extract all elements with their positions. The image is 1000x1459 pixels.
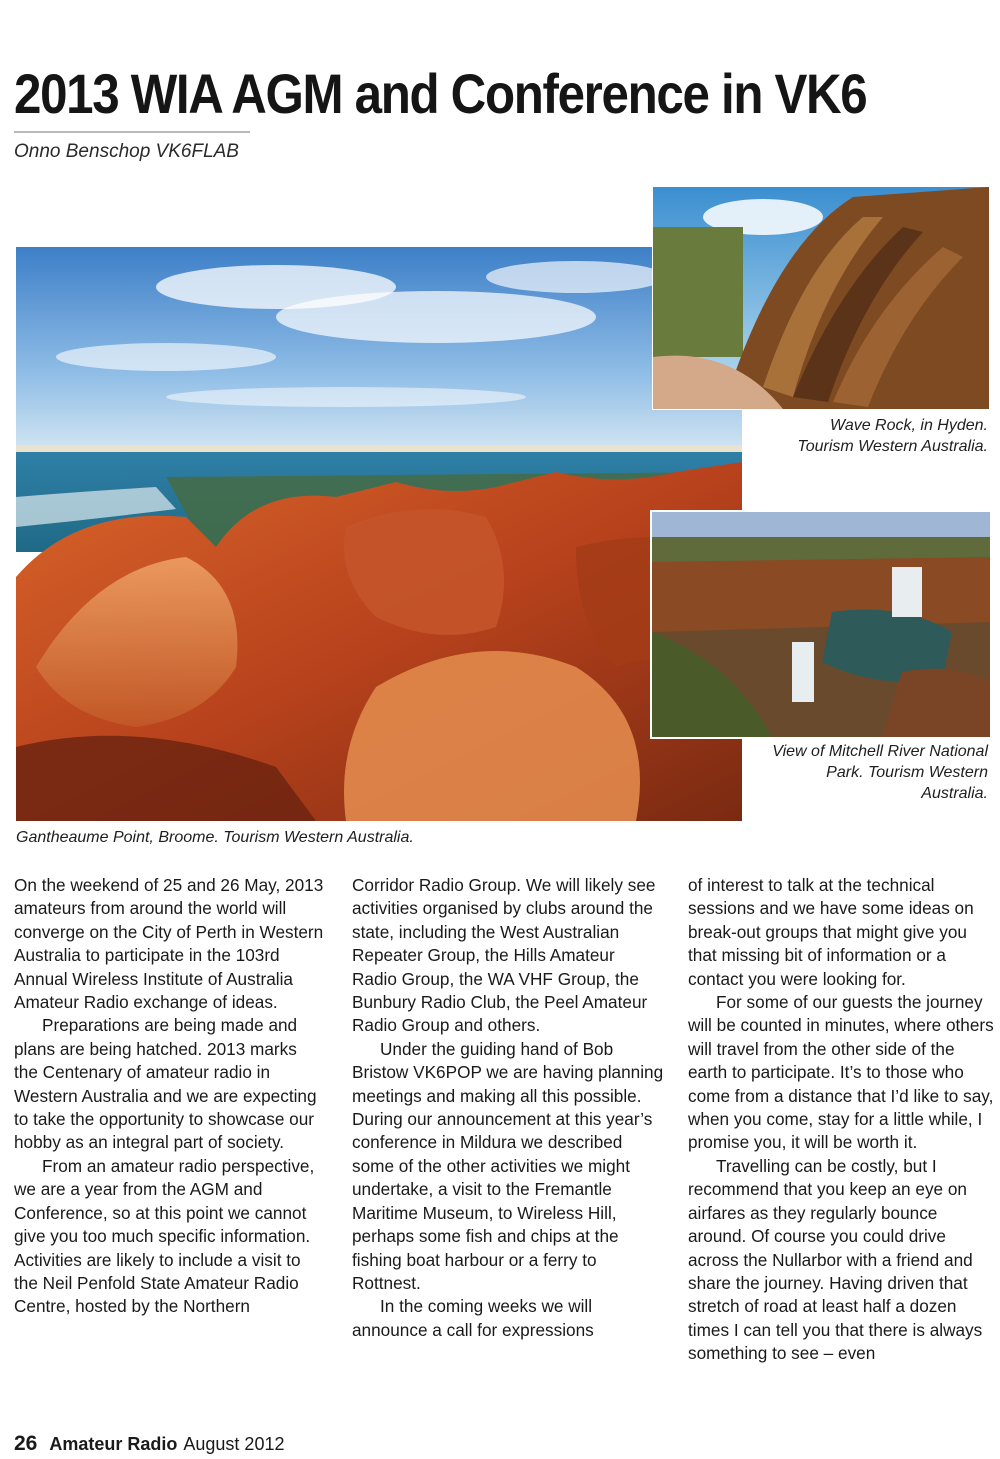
magazine-name: Amateur Radio xyxy=(49,1434,178,1454)
body-paragraph: In the coming weeks we will announce a call for expressions xyxy=(352,1296,594,1340)
title-rule xyxy=(14,131,250,133)
body-paragraph: of interest to talk at the technical sessions and we have some ideas on break-out groups that might give you that missing bit of information or a contact you were looking for. xyxy=(688,875,974,989)
article-title: 2013 WIA AGM and Conference in VK6 xyxy=(14,62,867,125)
main-photo-caption: Gantheaume Point, Broome. Tourism Western Australia. xyxy=(16,829,414,846)
body-column-1 xyxy=(14,874,324,1319)
body-paragraph: Preparations are being made and plans are being hatched. 2013 marks the Centenary of amateur radio in Western Australia and we are expecting to take the opportunity to showcase our hobby as an integral part of society. xyxy=(14,1015,317,1153)
gantheaume-point-photo xyxy=(16,247,742,821)
mitchell-river-photo xyxy=(650,510,992,739)
body-paragraph: On the weekend of 25 and 26 May, 2013 amateurs from around the world will converge on the City of Perth in Western Australia to participate in the 103rd Annual Wireless Institute of Australia Amateur Radio exchange of ideas. xyxy=(14,875,324,1013)
body-paragraph: Corridor Radio Group. We will likely see activities organised by clubs around the state, including the West Australian Repeater Group, the Hills Amateur Radio Group, the WA VHF Group, the Bunbury Radio Club, the Peel Amateur Radio Group and others. xyxy=(352,875,656,1036)
mitchell-caption-line: Australia. xyxy=(921,785,988,802)
article-author: Onno Benschop VK6FLAB xyxy=(14,141,239,162)
wave-rock-photo xyxy=(652,186,990,410)
body-column-2 xyxy=(352,874,664,1342)
body-column-3 xyxy=(688,874,994,1366)
wave-rock-caption-line: Tourism Western Australia. xyxy=(797,438,988,455)
issue-date: August 2012 xyxy=(183,1434,285,1454)
wave-rock-caption-line: Wave Rock, in Hyden. xyxy=(830,417,988,434)
page-number: 26 xyxy=(14,1432,38,1455)
mitchell-caption-line: Park. Tourism Western xyxy=(826,764,988,781)
body-paragraph: Travelling can be costly, but I recommend that you keep an eye on airfares as they regularly bounce around. Of course you could drive across the Nullarbor with a friend and share the journey. Having driven that stretch of road at least half a dozen times I can tell you that there is always something to see – even xyxy=(688,1155,983,1364)
page-footer xyxy=(14,1432,284,1456)
body-paragraph: For some of our guests the journey will be counted in minutes, where others will travel from the other side of the earth to participate. It’s to those who come from a distance that I’d like to say, when you come, stay for a little while, I promise you, it will be worth it. xyxy=(688,992,994,1153)
body-paragraph: Under the guiding hand of Bob Bristow VK6POP we are having planning meetings and making all this possible. During our announcement at this year’s conference in Mildura we described some of the other activities we might undertake, a visit to the Fremantle Maritime Museum, to Wireless Hill, perhaps some fish and chips at the fishing boat harbour or a ferry to Rottnest. xyxy=(352,1038,664,1293)
body-paragraph: From an amateur radio perspective, we are a year from the AGM and Conference, so at this point we cannot give you too much specific information. Activities are likely to include a visit to the Neil Penfold State Amateur Radio Centre, hosted by the Northern xyxy=(14,1155,315,1317)
mitchell-caption-line: View of Mitchell River National xyxy=(772,743,988,760)
wave-rock-caption xyxy=(760,415,988,457)
mitchell-river-caption xyxy=(752,741,988,804)
